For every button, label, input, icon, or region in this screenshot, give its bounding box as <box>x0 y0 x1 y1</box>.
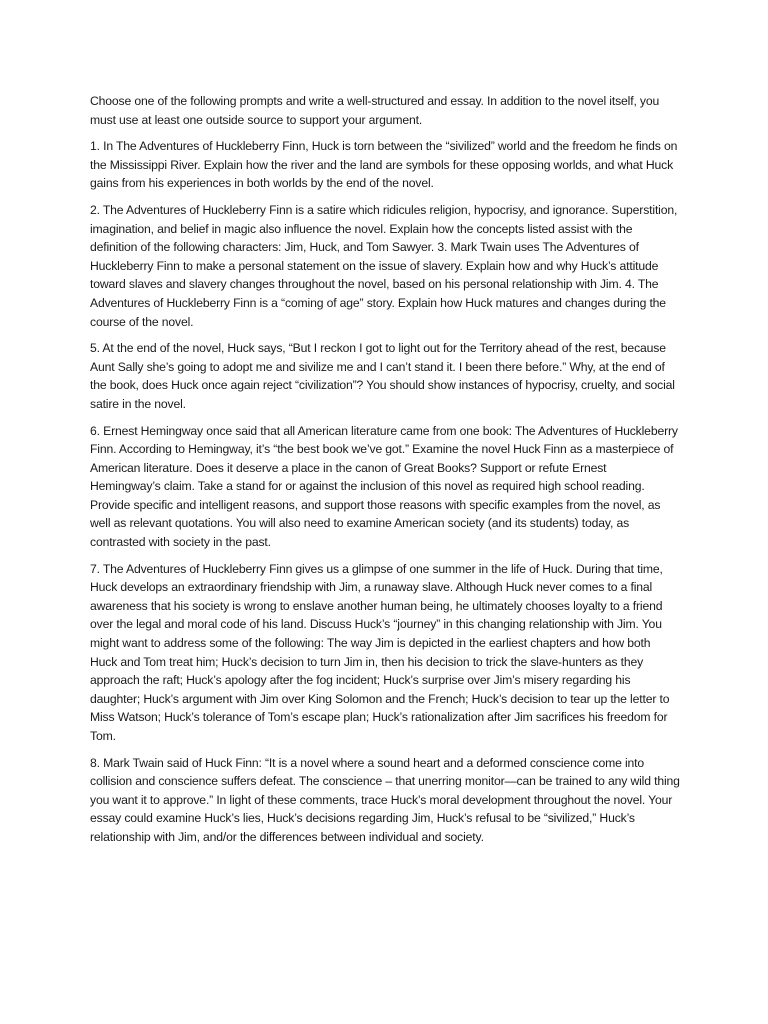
intro-paragraph: Choose one of the following prompts and write a well-structured and essay. In addition to the novel itself, you must use at least one outside source to support your argument. <box>90 94 660 127</box>
prompt-8: 8. Mark Twain said of Huck Finn: “It is a novel where a sound heart and a deformed conscience come into collision and conscience suffers defeat. The conscience – that unerring monitor—can be trained to any wild thing you want it to approve.” In light of these comments, trace Huck’s moral development throughout the novel. Your essay could examine Huck’s lies, Huck’s decisions regarding Jim, Huck’s refusal to be “sivilized,” Huck’s relationship with Jim, and/or the differences between individual and society. <box>90 755 680 844</box>
document-body <box>90 92 680 855</box>
prompt-7: 7. The Adventures of Huckleberry Finn gives us a glimpse of one summer in the life of Huck. During that time, Huck develops an extraordinary friendship with Jim, a runaway slave. Although Huck never comes to a final awareness that his society is wrong to enslave another human being, he ultimately chooses loyalty to a friend over the legal and moral code of his land. Discuss Huck’s “journey” in this changing relationship with Jim. You might want to address some of the following: The way Jim is depicted in the earliest chapters and how both Huck and Tom treat him; Huck’s decision to turn Jim in, then his decision to trick the slave-hunters as they approach the raft; Huck’s apology after the fog incident; Huck’s surprise over Jim’s misery regarding his daughter; Huck’s argument with Jim over King Solomon and the French; Huck’s decision to tear up the letter to Miss Watson; Huck’s tolerance of Tom’s escape plan; Huck’s rationalization after Jim sacrifices his freedom for Tom. <box>90 561 670 743</box>
prompt-5: 5. At the end of the novel, Huck says, “But I reckon I got to light out for the Territory ahead of the rest, because Aunt Sally she’s going to adopt me and sivilize me and I can’t stand it. I been there before.” Why, at the end of the book, does Huck once again reject “civilization”? You should show instances of hypocrisy, cruelty, and social satire in the novel. <box>90 341 675 411</box>
prompt-2-3-4: 2. The Adventures of Huckleberry Finn is a satire which ridicules religion, hypocrisy, and ignorance. Superstition, imagination, and belief in magic also influence the novel. Explain how the concepts listed assist with the definition of the following characters: Jim, Huck, and Tom Sawyer. 3. Mark Twain uses The Adventures of Huckleberry Finn to make a personal statement on the issue of slavery. Explain how and why Huck’s attitude toward slaves and slavery changes throughout the novel, based on his personal relationship with Jim. 4. The Adventures of Huckleberry Finn is a “coming of age” story. Explain how Huck matures and changes during the course of the novel. <box>90 202 678 329</box>
prompt-1: 1. In The Adventures of Huckleberry Finn, Huck is torn between the “sivilized” world and the freedom he finds on the Mississippi River. Explain how the river and the land are symbols for these opposing worlds, and what Huck gains from his experiences in both worlds by the end of the novel. <box>90 139 678 191</box>
prompt-6: 6. Ernest Hemingway once said that all American literature came from one book: The Adventures of Huckleberry Finn. According to Hemingway, it’s “the best book we’ve got.” Examine the novel Huck Finn as a masterpiece of American literature. Does it deserve a place in the canon of Great Books? Support or refute Ernest Hemingway’s claim. Take a stand for or against the inclusion of this novel as required high school reading. Provide specific and intelligent reasons, and support those reasons with specific examples from the novel, as well as relevant quotations. You will also need to examine American society (and its students) today, as contrasted with society in the past. <box>90 423 678 550</box>
